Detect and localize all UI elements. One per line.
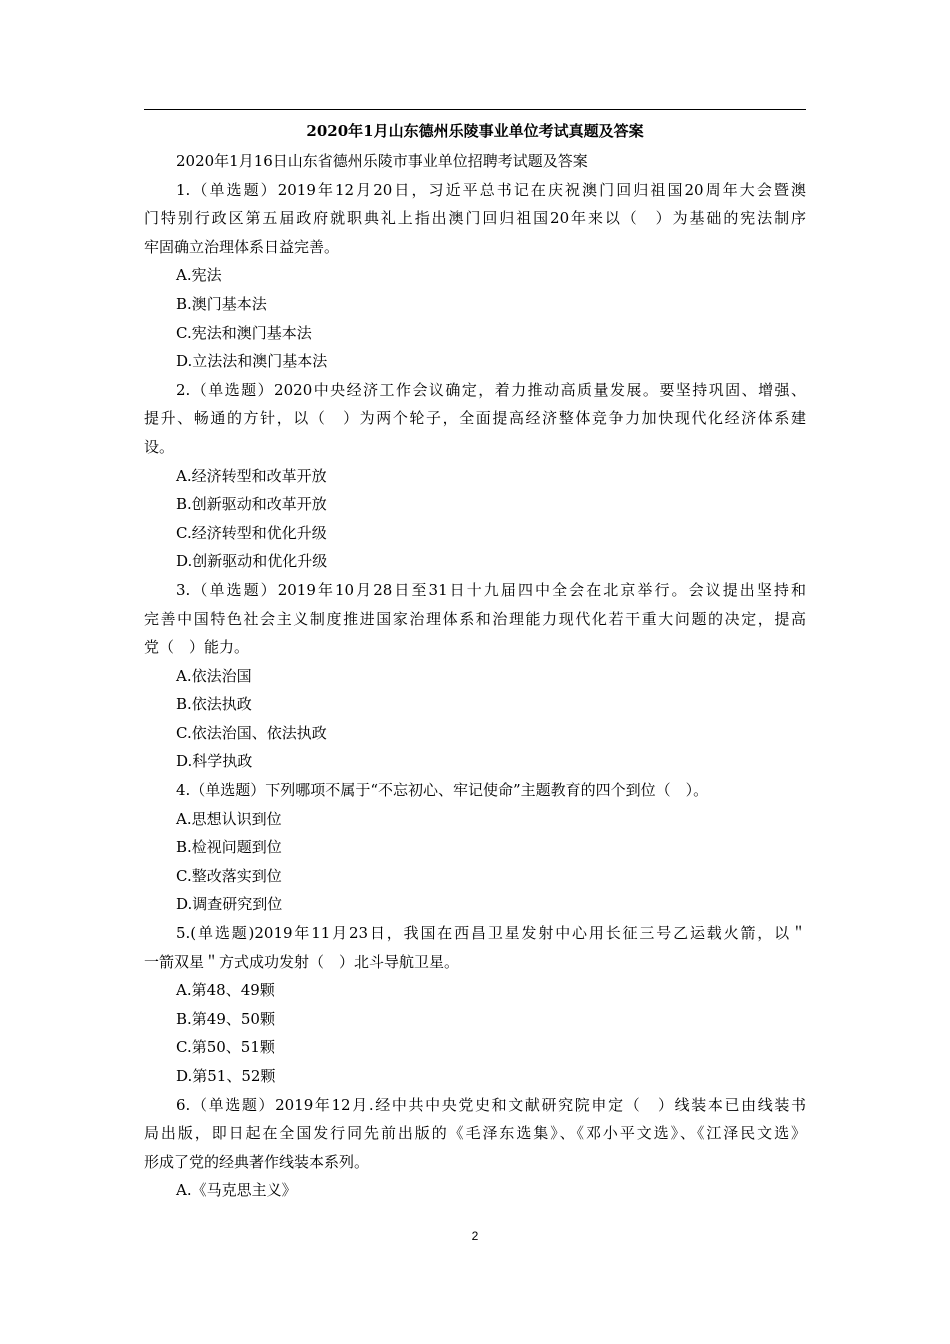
question-stem-line: 完善中国特色社会主义制度推进国家治理体系和治理能力现代化若干重大问题的决定，提高: [144, 609, 806, 628]
document-subtitle: 2020年1月16日山东省德州乐陵市事业单位招聘考试题及答案: [176, 152, 588, 170]
answer-option-b: B.检视问题到位: [176, 838, 282, 857]
answer-option-b: B.第49、50颗: [176, 1009, 275, 1028]
answer-option-b: B.澳门基本法: [176, 294, 267, 313]
question-stem-line: 2.（单选题）2020中央经济工作会议确定，着力推动高质量发展。要坚持巩固、增强、: [176, 380, 806, 399]
answer-option-c: C.宪法和澳门基本法: [176, 323, 312, 342]
question-3: [144, 576, 806, 776]
question-stem-line: 1.（单选题）2019年12月20日，习近平总书记在庆祝澳门回归祖国20周年大会暨澳: [176, 180, 806, 199]
answer-option-a: A.第48、49颗: [176, 981, 275, 1000]
answer-option-d: D.科学执政: [176, 752, 253, 771]
question-stem-line: 牢固确立治理体系日益完善。: [144, 237, 340, 256]
answer-option-a: A.宪法: [176, 266, 222, 285]
answer-option-d: D.创新驱动和优化升级: [176, 552, 328, 571]
answer-option-c: C.第50、51颗: [176, 1038, 275, 1057]
question-stem-line: 局出版，即日起在全国发行同先前出版的《毛泽东选集》、《邓小平文选》、《江泽民文选》: [144, 1124, 806, 1143]
question-6: [144, 1091, 806, 1205]
question-stem-line: 党（ ）能力。: [144, 638, 250, 657]
question-4: [144, 776, 806, 919]
question-5: [144, 919, 806, 1091]
answer-option-c: C.整改落实到位: [176, 866, 282, 885]
answer-option-d: D.调查研究到位: [176, 895, 283, 914]
question-2: [144, 376, 806, 576]
answer-option-a: A.依法治国: [176, 666, 252, 685]
answer-option-b: B.创新驱动和改革开放: [176, 495, 327, 514]
page-number: 2: [471, 1229, 479, 1243]
document-title: 2020年1月山东德州乐陵事业单位考试真题及答案: [306, 122, 644, 140]
answer-option-b: B.依法执政: [176, 695, 252, 714]
answer-option-a: A.经济转型和改革开放: [176, 466, 327, 485]
question-stem-line: 设。: [144, 437, 175, 456]
header-rule: [144, 109, 806, 110]
question-stem-line: 3.（单选题）2019年10月28日至31日十九届四中全会在北京举行。会议提出坚持和: [176, 580, 806, 599]
question-stem-line: 提升、畅通的方针，以（ ）为两个轮子，全面提高经济整体竞争力加快现代化经济体系建: [144, 409, 806, 428]
question-1: [144, 176, 806, 376]
answer-option-d: D.立法法和澳门基本法: [176, 352, 328, 371]
answer-option-d: D.第51、52颗: [176, 1067, 276, 1085]
question-stem-line: 4.（单选题）下列哪项不属于“不忘初心、牢记使命”主题教育的四个到位（ ）。: [176, 781, 709, 800]
answer-option-a: A.思想认识到位: [176, 809, 282, 828]
answer-option-a: A.《马克思主义》: [176, 1181, 297, 1200]
answer-option-c: C.依法治国、依法执政: [176, 723, 327, 742]
document-body: [144, 147, 806, 1205]
question-stem-line: 一箭双星＂方式成功发射（ ）北斗导航卫星。: [144, 952, 460, 971]
question-stem-line: 6.（单选题）2019年12月.经中共中央党史和文献研究院申定（ ）线装本已由线装书: [176, 1095, 806, 1114]
answer-option-c: C.经济转型和优化升级: [176, 523, 327, 542]
question-stem-line: 形成了党的经典著作线装本系列。: [144, 1152, 370, 1171]
question-stem-line: 5.(单选题)2019年11月23日，我国在西昌卫星发射中心用长征三号乙运载火箭，以＂: [176, 924, 806, 943]
question-stem-line: 门特别行政区第五届政府就职典礼上指出澳门回归祖国20年来以（ ）为基础的宪法制序: [144, 209, 806, 228]
